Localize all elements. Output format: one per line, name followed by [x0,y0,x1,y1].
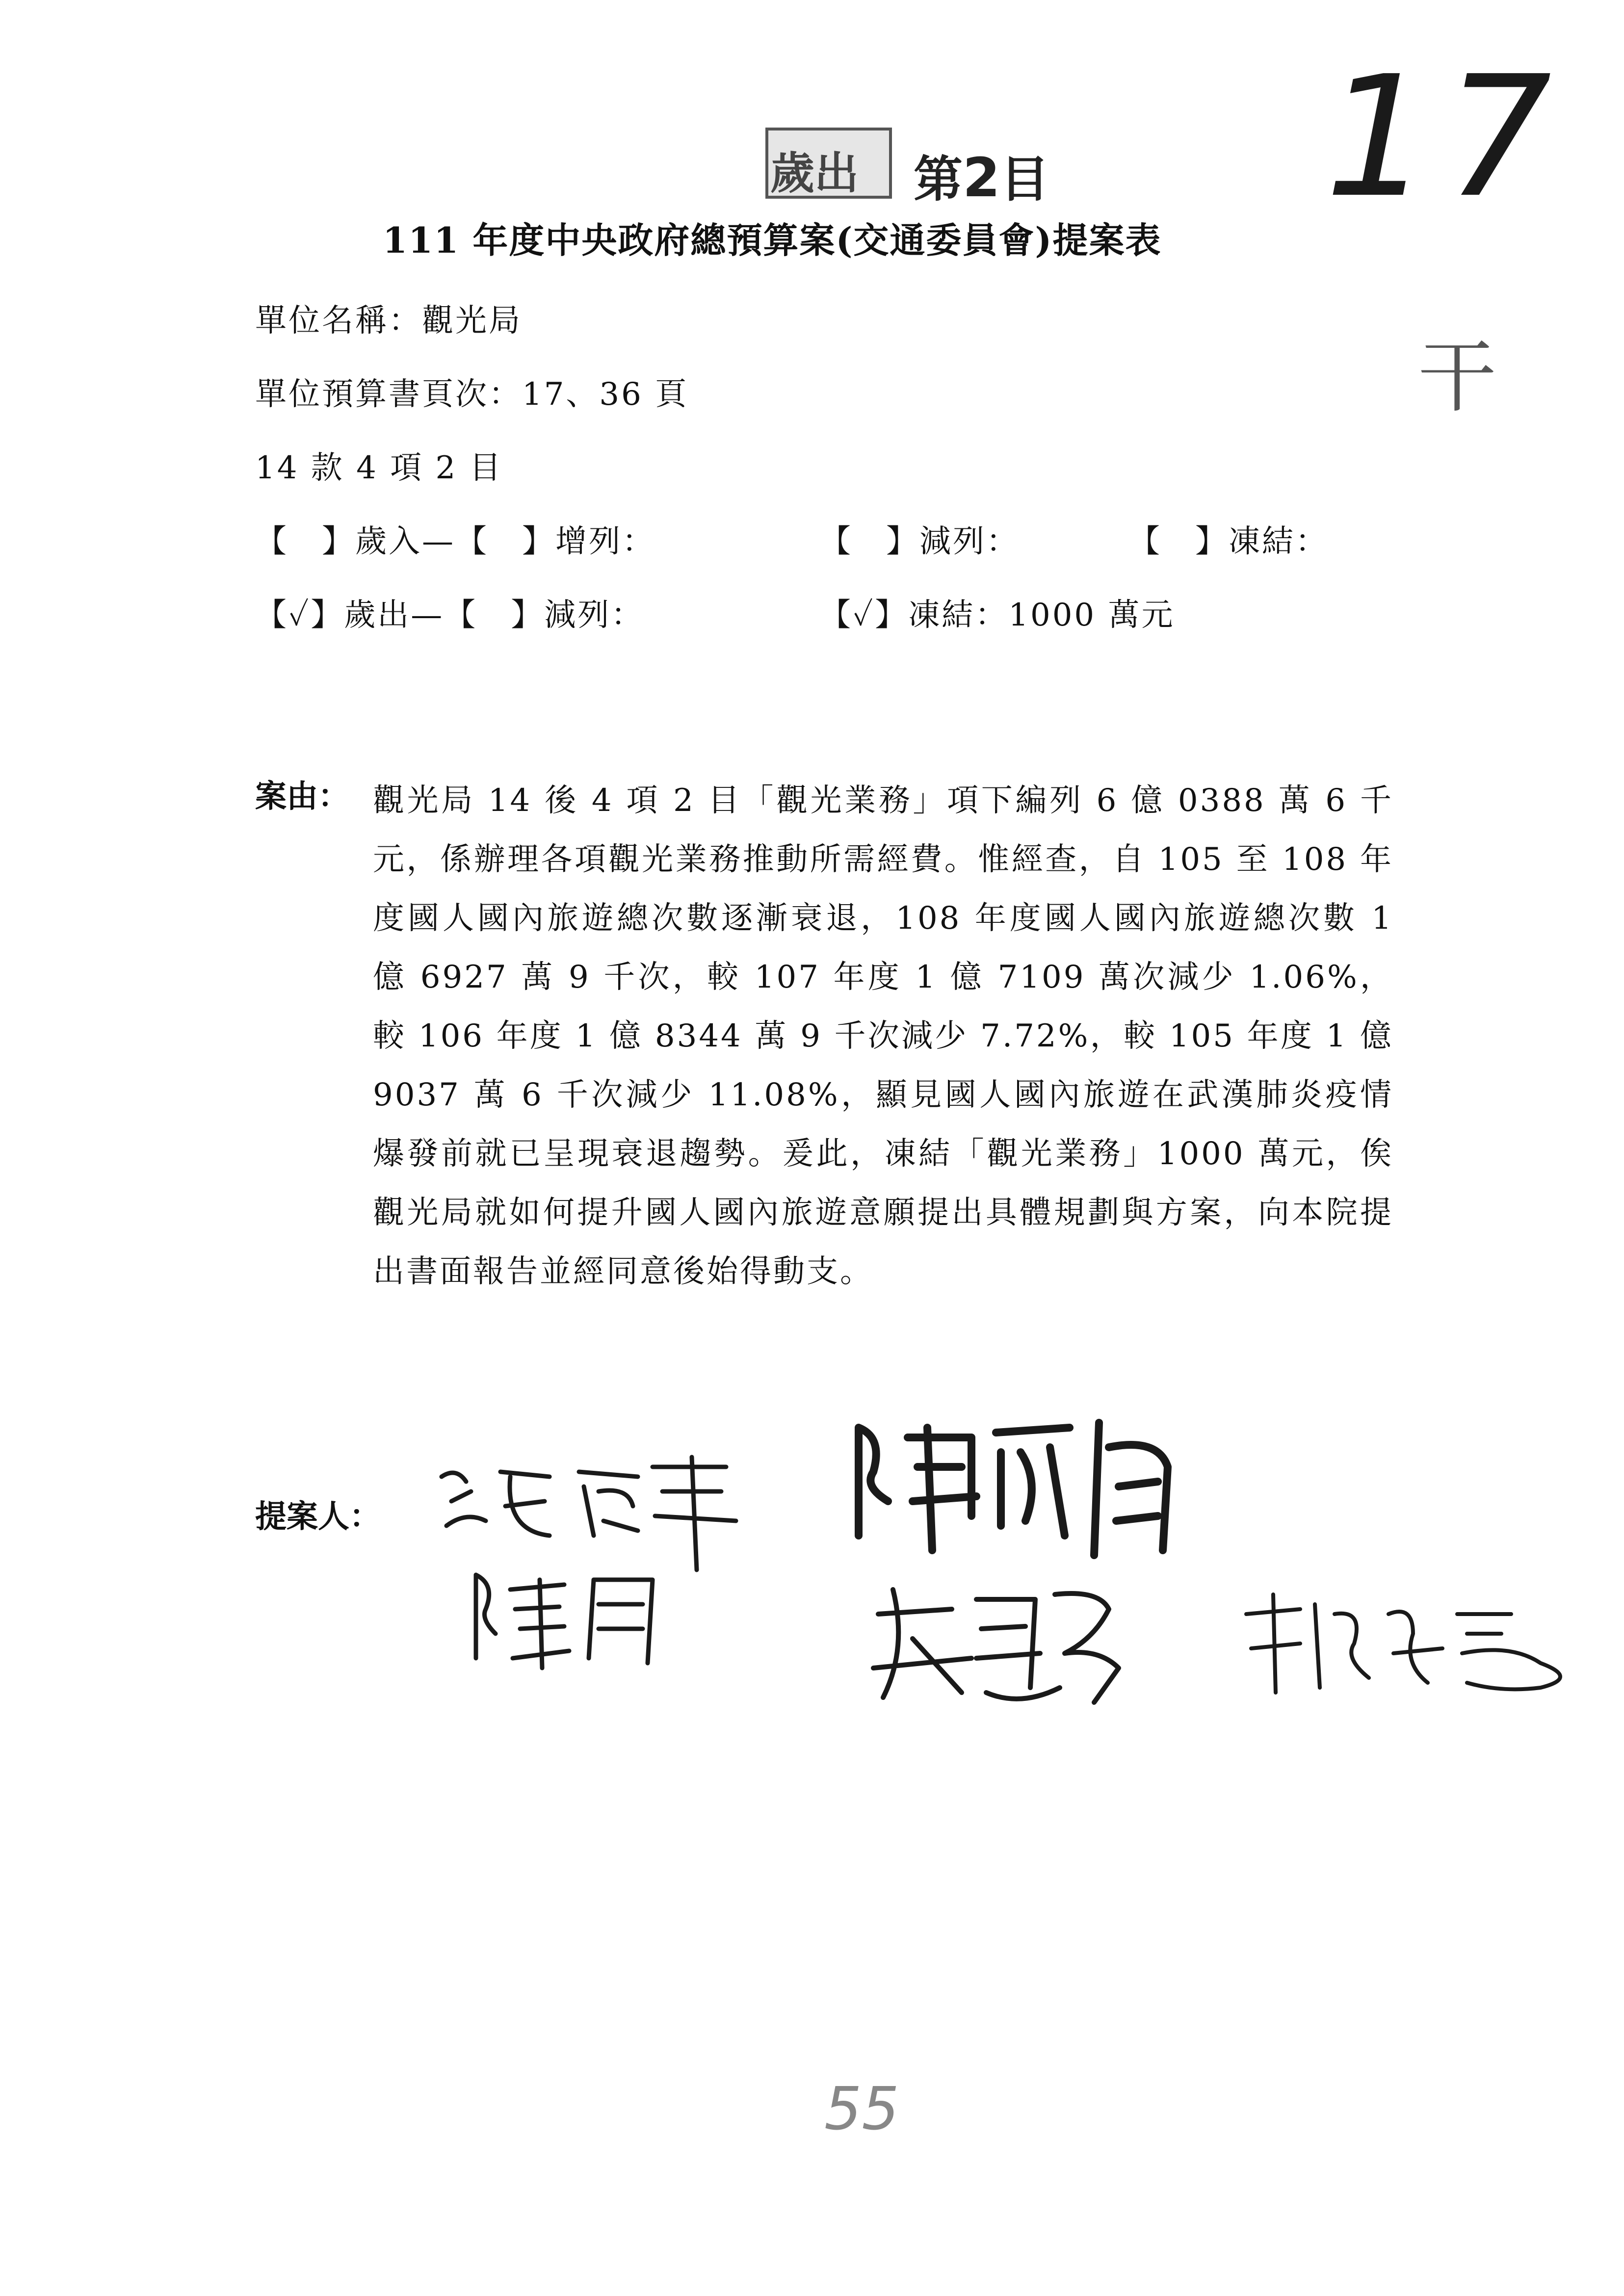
signature-5 [1236,1585,1590,1702]
budget-pages: 單位預算書頁次：17、36 頁 [255,376,689,413]
signature-3 [466,1560,702,1678]
checkbox-revenue-increase: 【 】歲入—【 】增列： [255,523,655,560]
document-title: 111 年度中央政府總預算案(交通委員會)提案表 [383,219,1162,261]
proposer-label: 提案人： [255,1498,381,1535]
checkbox-expenditure-decrease: 【✓】歲出—【 】減列： [255,597,645,633]
item-suffix: 目 [1000,151,1049,208]
category-stamp: 歲出 [770,148,859,199]
reason-text: 觀光局 14 後 4 項 2 目「觀光業務」項下編列 6 億 0388 萬 6 千元，係辦理各項觀光業務推動所需經費。惟經查，自 105 至 108 年度國人國內旅遊總次數逐漸衰退，108 年度國人國內旅遊總次數 1 億 6927 萬 9 千次，較 107 年度 1 億 7109 萬次減少 1.06%，較 106 年度 1 億 8344 萬 9 千次減少 7.72%，較 105 年度 1 億 9037 萬 6 千次減少 11.08%，顯見國人國內旅遊在武漢肺炎疫情爆發前就已呈現衰退趨勢。爰此，凍結「觀光業務」1000 萬元，俟觀光局就如何提升國人國內旅遊意願提出具體規劃與方案，向本院提出書面報告並經同意後始得動支。 [373,783,1393,1290]
unit-name: 單位名稱：觀光局 [255,303,522,339]
item-prefix: 第 [914,151,963,208]
handwritten-page-number: 17 [1325,40,1567,235]
item-stamp [914,140,1049,210]
reason-label: 案由： [255,778,349,815]
signature-1 [432,1447,805,1575]
checkbox-expenditure-freeze: 【✓】凍結：1000 萬元 [819,597,1175,633]
budget-code: 14 款 4 項 2 目 [255,450,503,486]
checkbox-revenue-decrease: 【 】減列： [819,523,1020,560]
signature-2 [844,1408,1217,1570]
item-number: 2 [963,146,1000,209]
handwritten-mark: 干 [1418,331,1497,423]
signature-4 [864,1570,1138,1717]
checkbox-revenue-freeze: 【 】凍結： [1128,523,1329,560]
page-number: 55 [824,2075,899,2143]
